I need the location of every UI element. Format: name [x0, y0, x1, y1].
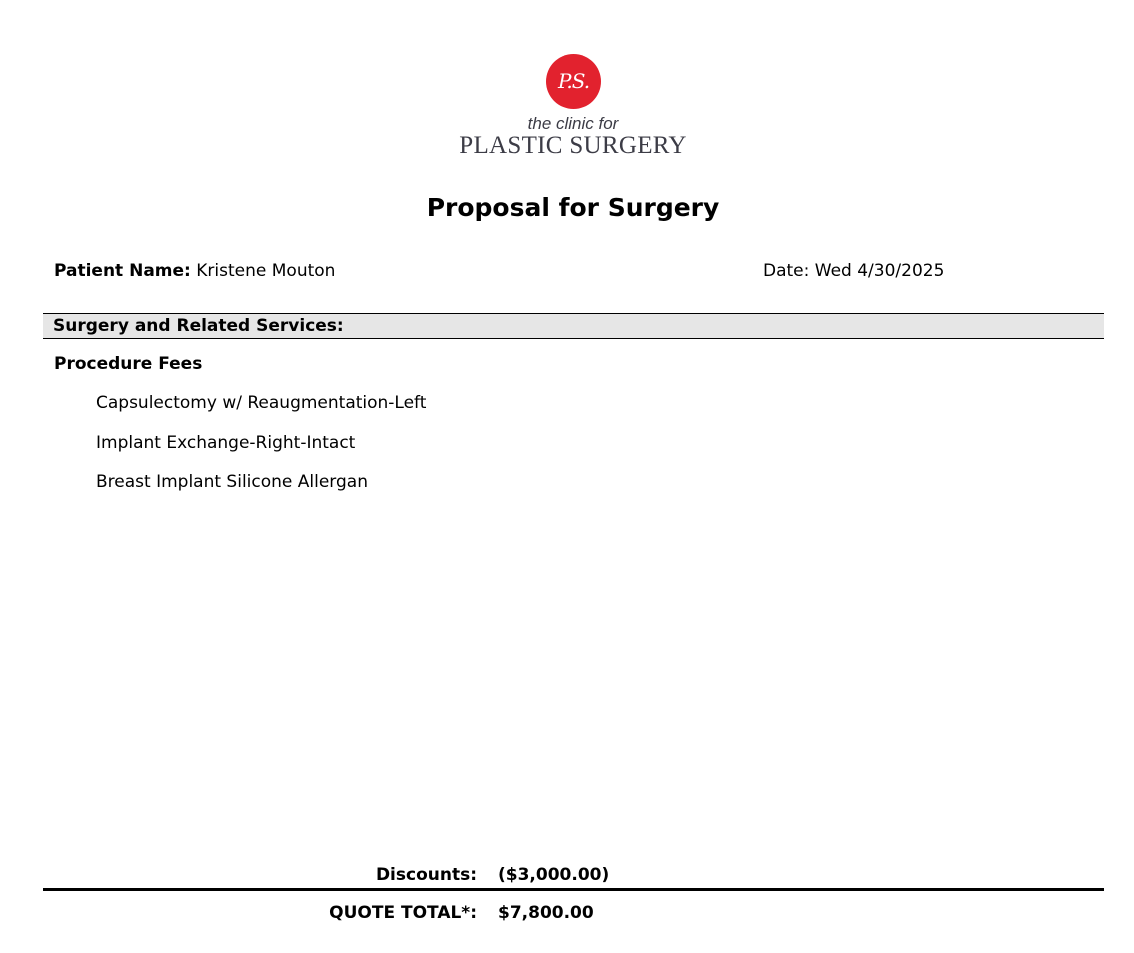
clinic-logo — [546, 54, 601, 109]
list-item: Implant Exchange-Right-Intact — [96, 432, 356, 453]
procedure-list — [96, 392, 426, 511]
proposal-date: Date: Wed 4/30/2025 — [763, 261, 945, 281]
logo-tagline: the clinic for — [527, 114, 619, 133]
list-item: Capsulectomy w/ Reaugmentation-Left — [96, 393, 427, 413]
document-title: Proposal for Surgery — [426, 193, 720, 222]
section-header-bar — [43, 313, 1104, 339]
section-heading: Surgery and Related Services: — [53, 316, 344, 336]
quote-total-label: QUOTE TOTAL*: — [329, 903, 477, 923]
discounts-value: ($3,000.00) — [498, 865, 610, 885]
patient-name-row — [54, 260, 335, 282]
logo-monogram: P.S. — [557, 68, 590, 93]
totals-divider — [43, 888, 1104, 891]
discounts-label: Discounts: — [375, 865, 477, 885]
procedure-fees-heading: Procedure Fees — [54, 354, 203, 374]
quote-total-value: $7,800.00 — [498, 903, 594, 923]
logo-name: PLASTIC SURGERY — [459, 132, 687, 159]
patient-name-value: Kristene Mouton — [196, 261, 336, 281]
patient-name-label: Patient Name: — [54, 261, 191, 281]
list-item: Breast Implant Silicone Allergan — [96, 472, 368, 492]
